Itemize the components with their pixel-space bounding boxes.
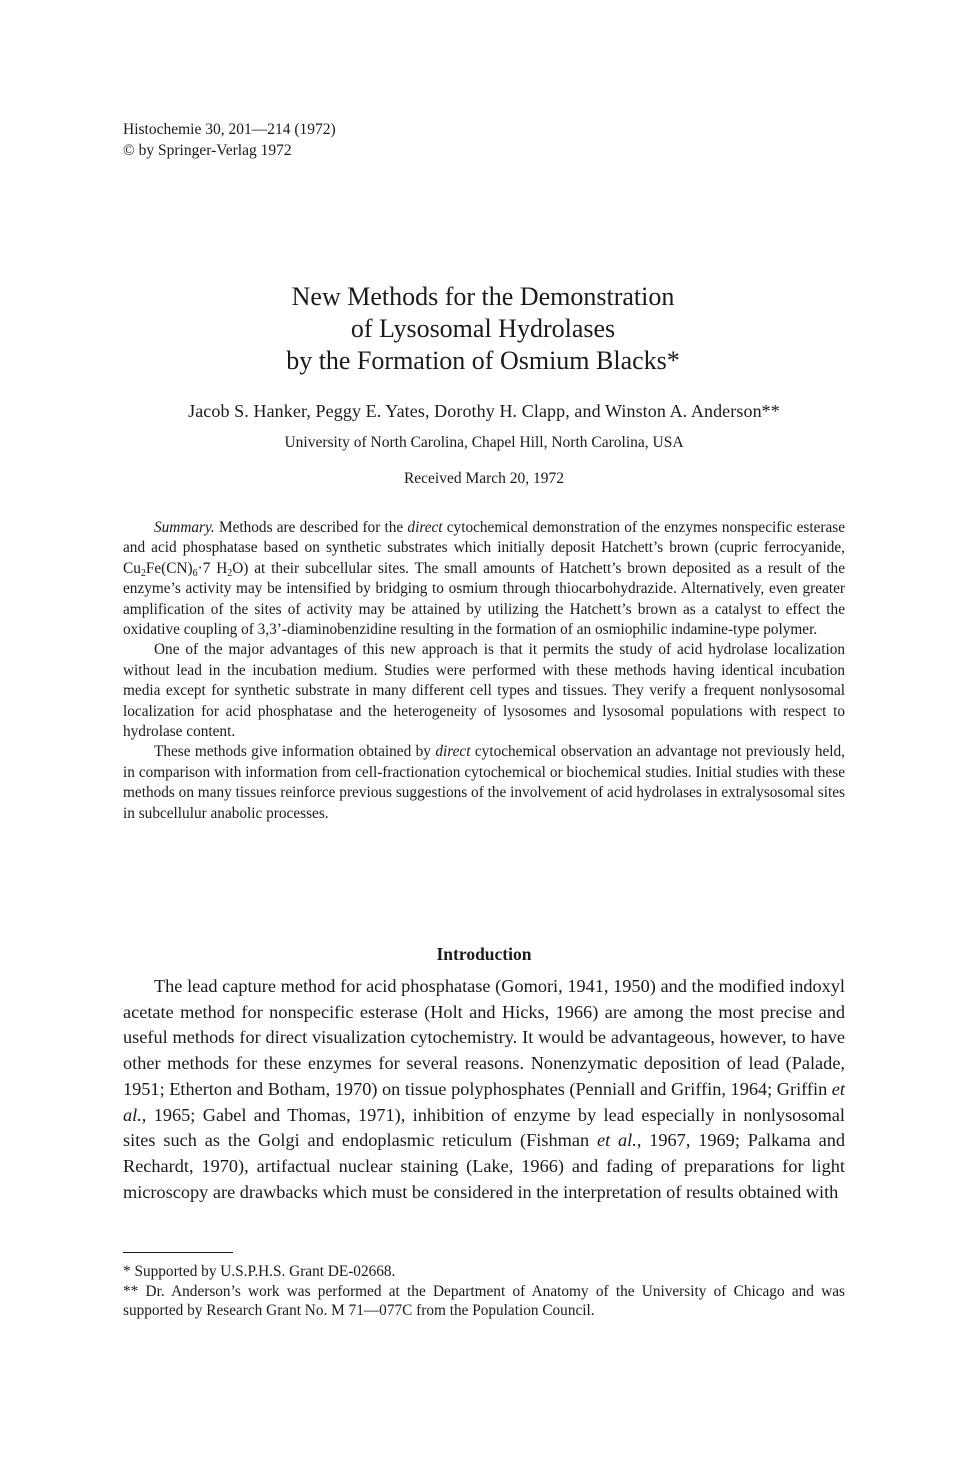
affiliation: University of North Carolina, Chapel Hill, North Carolina, USA (284, 434, 684, 451)
footnotes (123, 1262, 845, 1321)
title-line-2: of Lysosomal Hydrolases (350, 314, 616, 343)
paper-title (0, 281, 966, 377)
formula-subscript: 2 (227, 567, 233, 579)
summary-text: ·7 H (197, 559, 228, 577)
intro-emphasis: et al. (596, 1130, 637, 1151)
summary-emphasis: direct (407, 519, 443, 536)
footnote-1: * Supported by U.S.P.H.S. Grant DE-02668. (123, 1263, 396, 1280)
formula-subscript: 2 (140, 567, 146, 579)
summary-text: Fe(CN) (145, 559, 193, 577)
summary-text: O) at their subcellular sites. The small amounts of Hatchett’s brown deposited as a result of the enzyme’s activity may be intensified by bridging to osmium through thiocarbohydrazide. Alternatively, even greater amplification of the sites of activity may be attained by utilizing the Hatchett’s brown as a catalyst to effect the oxidative coupling of 3,3’-diaminobenzidine resulting in the formation of an osmiophilic indamine-type polymer. (123, 559, 845, 639)
intro-text: , 1965; Gabel and Thomas, 1971), inhibition of enzyme by lead especially in nonlysosomal sites such as the Golgi and endoplasmic reticulum (Fishman (123, 1104, 845, 1151)
introduction-section (123, 974, 845, 1205)
summary-emphasis: direct (435, 743, 471, 761)
formula-subscript: 6 (192, 567, 198, 579)
title-line-3: by the Formation of Osmium Blacks* (286, 346, 680, 375)
summary-text: Methods are described for the (214, 519, 408, 536)
summary-text: cytochemical observation an advantage not previously held, in comparison with information from cell-fractionation cytochemical or biochemical studies. Initial studies with these methods on many tissues reinforce previous suggestions of the involvement of acid hydrolases in extralysosomal sites in subcellulur anabolic processes. (123, 743, 845, 822)
summary-section (123, 518, 845, 824)
intro-emphasis: et al. (123, 1078, 845, 1125)
journal-citation: Histochemie 30, 201—214 (1972) (123, 121, 336, 138)
summary-paragraph-1 (123, 518, 845, 640)
journal-header (123, 119, 336, 161)
received-date: Received March 20, 1972 (403, 470, 565, 487)
summary-label: Summary. (154, 519, 215, 536)
section-heading-introduction: Introduction (436, 944, 532, 964)
copyright-notice: © by Springer-Verlag 1972 (123, 142, 292, 159)
intro-text: The lead capture method for acid phosphatase (Gomori, 1941, 1950) and the modified indoxyl acetate method for nonspecific esterase (Holt and Hicks, 1966) are among the most precise and useful methods for direct visualization cytochemistry. It would be advantageous, however, to have other methods for these enzymes for several reasons. Nonenzymatic deposition of lead (Palade, 1951; Etherton and Botham, 1970) on tissue polyphosphates (Penniall and Griffin, 1964; Griffin (123, 976, 845, 1099)
summary-text: cytochemical demonstration of the enzymes nonspecific esterase and acid phosphatase based on synthetic substrates which initially deposit Hatchett’s brown (cupric ferrocyanide, Cu (123, 519, 845, 577)
introduction-paragraph (123, 974, 845, 1205)
summary-paragraph-2: One of the major advantages of this new approach is that it permits the study of acid hydrolase localization without lead in the incubation medium. Studies were performed with these methods having identical incubation media except for synthetic substrate in many different cell types and tissues. They verify a frequent nonlysosomal localization for acid phosphatase and the heterogeneity of lysosomes and lysosomal populations with respect to hydrolase content. (123, 641, 845, 741)
summary-text: These methods give information obtained by (154, 743, 436, 761)
intro-text: , 1967, 1969; Palkama and Rechardt, 1970), artifactual nuclear staining (Lake, 1966) and fading of preparations for light microscopy are drawbacks which must be considered in the interpretation of results obtained with (123, 1130, 845, 1202)
summary-paragraph-3 (123, 742, 845, 824)
author-list: Jacob S. Hanker, Peggy E. Yates, Dorothy H. Clapp, and Winston A. Anderson** (188, 401, 780, 421)
footnote-divider (123, 1252, 233, 1253)
title-line-1: New Methods for the Demonstration (291, 282, 675, 311)
footnote-2: ** Dr. Anderson’s work was performed at the Department of Anatomy of the University of Chicago and was supported by Research Grant No. M 71—077C from the Population Council. (123, 1282, 845, 1320)
